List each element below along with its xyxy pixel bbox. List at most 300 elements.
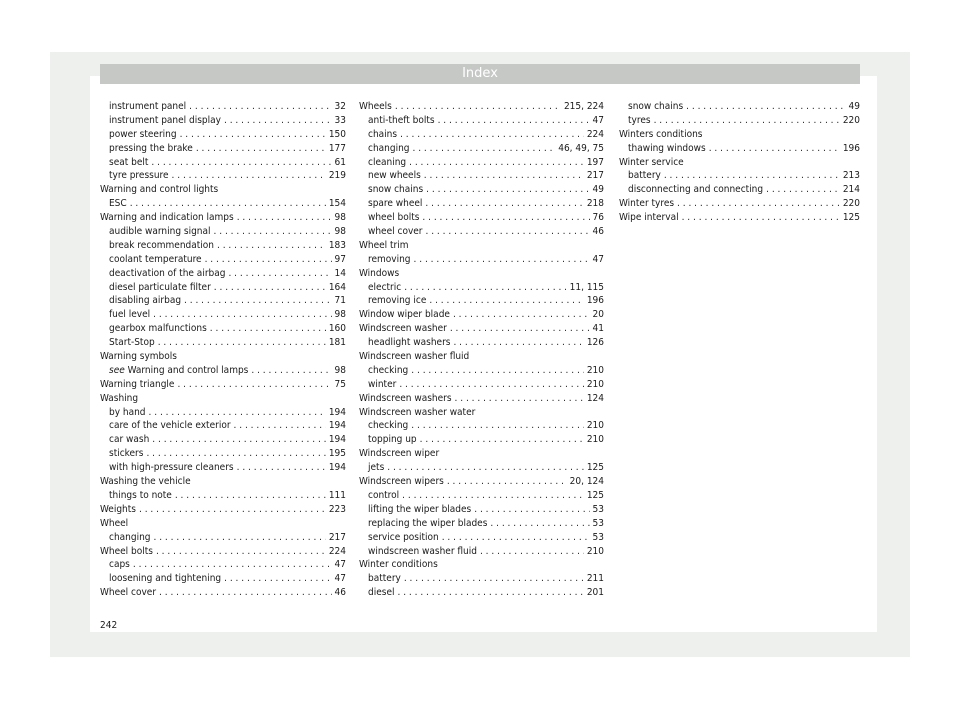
page-reference: 47 — [334, 573, 346, 585]
page-reference: 98 — [334, 364, 346, 376]
index-subentry — [359, 142, 604, 156]
index-subentry — [359, 156, 604, 170]
index-term: snow chains — [628, 101, 684, 112]
page-reference: 53 — [592, 531, 604, 543]
index-term: audible warning signal — [109, 226, 211, 238]
index-term: diesel — [368, 587, 395, 599]
index-subentry — [100, 225, 346, 239]
index-entry — [359, 308, 604, 322]
index-subentry — [359, 419, 604, 433]
index-entry — [359, 350, 604, 364]
index-subentry — [100, 114, 346, 128]
index-entry — [100, 211, 346, 225]
index-subentry — [359, 433, 604, 447]
index-term: removing ice — [368, 295, 427, 307]
page-reference: 211 — [586, 573, 604, 585]
index-column-2 — [359, 100, 604, 600]
dot-leader — [397, 586, 583, 600]
index-header-bar — [100, 64, 860, 84]
index-term: Washing — [100, 392, 139, 404]
index-subentry — [100, 572, 346, 586]
index-term: Warning and indication lamps — [100, 212, 234, 224]
index-term: headlight washers — [368, 337, 451, 349]
index-subentry — [100, 239, 346, 253]
index-term: topping up — [368, 434, 417, 446]
index-subentry — [359, 211, 604, 225]
dot-leader — [709, 142, 840, 156]
dot-leader — [139, 503, 326, 517]
page-reference: 197 — [586, 156, 604, 168]
index-term: spare wheel — [368, 198, 423, 210]
see-reference: see — [109, 364, 125, 376]
index-subentry — [100, 461, 346, 475]
index-subentry — [359, 169, 604, 183]
page-reference: 183 — [328, 239, 346, 251]
page-reference: 11, 115 — [569, 281, 604, 293]
index-term: Windscreen washers — [359, 392, 452, 404]
dot-leader — [224, 114, 332, 128]
index-term: disabling airbag — [109, 295, 182, 307]
index-term: power steering — [109, 128, 177, 140]
index-subentry — [619, 100, 860, 114]
dot-leader — [387, 461, 584, 475]
index-term: windscreen washer fluid — [368, 545, 477, 557]
index-subentry — [359, 197, 604, 211]
index-entry — [359, 406, 604, 420]
index-term: coolant temperature — [109, 253, 202, 265]
index-term: caps — [109, 559, 130, 571]
page-reference: 196 — [842, 142, 860, 154]
dot-leader — [422, 211, 589, 225]
index-term: diesel particulate filter — [109, 281, 211, 293]
page-reference: 177 — [328, 142, 346, 154]
dot-leader — [146, 447, 325, 461]
dot-leader — [159, 586, 332, 600]
dot-leader — [490, 517, 589, 531]
index-term: ESC — [109, 198, 127, 210]
page-reference: 97 — [334, 253, 346, 265]
index-term: Windscreen washer water — [359, 406, 476, 418]
page-reference: 217 — [328, 531, 346, 543]
page-number: 242 — [100, 620, 118, 631]
dot-leader — [196, 142, 326, 156]
index-term: Windscreen wipers — [359, 476, 444, 488]
dot-leader — [184, 294, 332, 308]
index-entry — [619, 128, 860, 142]
page-reference: 49 — [848, 101, 860, 112]
page-reference: 194 — [328, 434, 346, 446]
page-reference: 201 — [586, 587, 604, 599]
index-term: with high-pressure cleaners — [109, 462, 234, 474]
page-reference: 61 — [334, 156, 346, 168]
dot-leader — [210, 322, 326, 336]
page-reference: 181 — [328, 337, 346, 349]
index-entry — [100, 392, 346, 406]
index-term: disconnecting and connecting — [628, 184, 764, 196]
dot-leader — [156, 545, 326, 559]
dot-leader — [414, 253, 590, 267]
page-reference: 194 — [328, 420, 346, 432]
index-term — [109, 364, 248, 378]
dot-leader — [152, 433, 326, 447]
index-entry — [619, 197, 860, 211]
index-entry — [100, 350, 346, 364]
dot-leader — [130, 197, 326, 211]
page-reference: 220 — [842, 114, 860, 126]
dot-leader — [177, 378, 331, 392]
page-reference: 47 — [592, 114, 604, 126]
dot-leader — [682, 211, 840, 225]
index-subentry — [359, 461, 604, 475]
dot-leader — [237, 461, 326, 475]
index-subentry — [100, 447, 346, 461]
index-term: Wheel trim — [359, 239, 409, 251]
index-term: deactivation of the airbag — [109, 267, 226, 279]
dot-leader — [447, 475, 567, 489]
index-term: fuel level — [109, 309, 151, 321]
page-reference: 210 — [586, 364, 604, 376]
index-term: Windscreen washer fluid — [359, 351, 470, 363]
index-subentry — [100, 406, 346, 420]
dot-leader — [214, 281, 326, 295]
dot-leader — [413, 142, 556, 156]
dot-leader — [395, 100, 561, 114]
index-subentry — [100, 308, 346, 322]
index-term: by hand — [109, 406, 146, 418]
page-reference: 224 — [328, 545, 346, 557]
dot-leader — [686, 100, 845, 114]
index-term: new wheels — [368, 170, 421, 182]
index-term: snow chains — [368, 184, 424, 196]
index-subentry — [359, 586, 604, 600]
page-reference: 49 — [592, 184, 604, 196]
dot-leader — [180, 128, 326, 142]
index-term: Start-Stop — [109, 337, 155, 349]
index-entry — [359, 267, 604, 281]
index-subentry — [100, 128, 346, 142]
dot-leader — [402, 489, 584, 503]
index-entry — [100, 503, 346, 517]
index-subentry — [359, 183, 604, 197]
index-subentry — [100, 142, 346, 156]
index-subentry — [359, 378, 604, 392]
index-term: care of the vehicle exterior — [109, 420, 231, 432]
index-term: Windscreen washer — [359, 323, 447, 335]
dot-leader — [420, 433, 584, 447]
page-reference: 20 — [592, 309, 604, 321]
index-term: things to note — [109, 489, 172, 501]
dot-leader — [654, 114, 840, 128]
index-subentry — [359, 294, 604, 308]
dot-leader — [237, 211, 332, 225]
index-subentry — [359, 336, 604, 350]
page-reference: 160 — [328, 323, 346, 335]
index-subentry — [100, 294, 346, 308]
index-term: stickers — [109, 448, 144, 460]
index-entry — [359, 475, 604, 489]
index-term: Windscreen wiper — [359, 448, 440, 460]
page-reference: 219 — [328, 170, 346, 182]
index-term: winter — [368, 378, 397, 390]
index-term: battery — [628, 170, 661, 182]
dot-leader — [224, 572, 331, 586]
index-term: removing — [368, 253, 411, 265]
index-subentry — [100, 336, 346, 350]
index-subentry — [619, 183, 860, 197]
index-subentry — [619, 142, 860, 156]
dot-leader — [438, 114, 590, 128]
index-term: Winter service — [619, 156, 684, 168]
page-reference: 41 — [592, 323, 604, 335]
index-term: Wheel cover — [100, 587, 157, 599]
page-reference: 71 — [334, 295, 346, 307]
page-reference: 14 — [334, 267, 346, 279]
page-reference: 20, 124 — [569, 476, 604, 488]
page-reference: 76 — [592, 212, 604, 224]
index-subentry — [100, 169, 346, 183]
index-term: seat belt — [109, 156, 149, 168]
index-term: break recommendation — [109, 239, 214, 251]
index-entry — [619, 156, 860, 170]
index-term: Windows — [359, 267, 400, 279]
index-term: tyres — [628, 114, 651, 126]
index-subentry — [359, 114, 604, 128]
page-reference: 194 — [328, 406, 346, 418]
page-reference: 210 — [586, 378, 604, 390]
page-reference: 210 — [586, 545, 604, 557]
page-reference: 46 — [592, 226, 604, 238]
page-reference: 32 — [334, 101, 346, 112]
page-reference: 220 — [842, 198, 860, 210]
page-reference: 194 — [328, 462, 346, 474]
dot-leader — [151, 156, 331, 170]
page-reference: 210 — [586, 420, 604, 432]
dot-leader — [425, 197, 583, 211]
dot-leader — [677, 197, 840, 211]
dot-leader — [228, 267, 331, 281]
dot-leader — [411, 364, 584, 378]
page-reference: 75 — [334, 378, 346, 390]
index-subentry — [100, 267, 346, 281]
page-reference: 214 — [842, 184, 860, 196]
index-entry — [100, 517, 346, 531]
dot-leader — [426, 183, 589, 197]
index-column-3 — [619, 100, 860, 225]
index-term: instrument panel — [109, 101, 187, 112]
dot-leader — [158, 336, 326, 350]
index-subentry — [100, 253, 346, 267]
page-reference: 213 — [842, 170, 860, 182]
index-term: tyre pressure — [109, 170, 169, 182]
index-entry — [359, 447, 604, 461]
dot-leader — [133, 558, 332, 572]
index-subentry — [359, 572, 604, 586]
index-term: Wheel bolts — [100, 545, 153, 557]
page-reference: 53 — [592, 517, 604, 529]
index-subentry — [359, 545, 604, 559]
index-term: wheel cover — [368, 226, 423, 238]
index-term: cleaning — [368, 156, 407, 168]
index-term: battery — [368, 573, 401, 585]
dot-leader — [404, 281, 566, 295]
dot-leader — [175, 489, 326, 503]
page-reference: 164 — [328, 281, 346, 293]
page-reference: 98 — [334, 309, 346, 321]
index-term: chains — [368, 128, 398, 140]
index-term: service position — [368, 531, 439, 543]
dot-leader — [450, 322, 590, 336]
index-term: gearbox malfunctions — [109, 323, 207, 335]
dot-leader — [442, 531, 590, 545]
index-subentry — [359, 517, 604, 531]
index-entry — [100, 475, 346, 489]
page-reference: 224 — [586, 128, 604, 140]
dot-leader — [214, 225, 332, 239]
dot-leader — [234, 419, 326, 433]
index-term: pressing the brake — [109, 142, 193, 154]
page-reference: 46 — [334, 587, 346, 599]
index-subentry — [100, 156, 346, 170]
index-subentry — [100, 100, 346, 114]
index-term: Wipe interval — [619, 212, 679, 224]
index-subentry — [100, 558, 346, 572]
dot-leader — [411, 419, 584, 433]
page-reference: 53 — [592, 503, 604, 515]
index-subentry — [100, 489, 346, 503]
dot-leader — [189, 100, 331, 114]
index-term: checking — [368, 364, 409, 376]
index-term: control — [368, 489, 400, 501]
index-entry — [359, 392, 604, 406]
page-reference: 46, 49, 75 — [558, 142, 604, 154]
index-entry — [359, 100, 604, 114]
dot-leader — [480, 545, 584, 559]
index-subentry — [100, 364, 346, 378]
dot-leader — [474, 503, 589, 517]
dot-leader — [154, 531, 326, 545]
index-subentry — [100, 197, 346, 211]
index-term: Washing the vehicle — [100, 476, 191, 488]
see-target: Warning and control lamps — [124, 364, 249, 376]
page-reference: 126 — [586, 337, 604, 349]
index-term: car wash — [109, 434, 150, 446]
index-term: changing — [368, 142, 410, 154]
index-term: changing — [109, 531, 151, 543]
index-term: thawing windows — [628, 142, 706, 154]
index-term: jets — [368, 462, 385, 474]
page-reference: 218 — [586, 198, 604, 210]
index-term: Warning and control lights — [100, 184, 219, 196]
page-reference: 98 — [334, 226, 346, 238]
page-reference: 195 — [328, 448, 346, 460]
dot-leader — [205, 253, 332, 267]
index-term: electric — [368, 281, 402, 293]
index-term: checking — [368, 420, 409, 432]
dot-leader — [400, 128, 584, 142]
index-term: Window wiper blade — [359, 309, 450, 321]
index-subentry — [619, 114, 860, 128]
page-reference: 125 — [842, 212, 860, 224]
index-subentry — [100, 322, 346, 336]
index-entry — [359, 558, 604, 572]
page-reference: 196 — [586, 295, 604, 307]
page-reference: 210 — [586, 434, 604, 446]
index-entry — [100, 545, 346, 559]
index-entry — [359, 322, 604, 336]
index-subentry — [100, 419, 346, 433]
page-reference: 154 — [328, 198, 346, 210]
dot-leader — [664, 169, 840, 183]
index-term: Winter conditions — [359, 559, 438, 571]
index-subentry — [359, 531, 604, 545]
index-subentry — [359, 489, 604, 503]
index-subentry — [359, 225, 604, 239]
index-entry — [100, 586, 346, 600]
index-term: Warning symbols — [100, 351, 177, 363]
index-entry — [359, 239, 604, 253]
dot-leader — [153, 308, 331, 322]
page-reference: 223 — [328, 503, 346, 515]
dot-leader — [453, 336, 583, 350]
index-subentry — [359, 364, 604, 378]
index-term: anti-theft bolts — [368, 114, 435, 126]
dot-leader — [149, 406, 326, 420]
page-title: Index — [462, 66, 498, 81]
dot-leader — [404, 572, 584, 586]
page-reference: 47 — [592, 253, 604, 265]
index-subentry — [359, 253, 604, 267]
dot-leader — [251, 364, 331, 378]
page-reference: 33 — [334, 114, 346, 126]
dot-leader — [217, 239, 326, 253]
index-term: Winter tyres — [619, 198, 675, 210]
page-reference: 125 — [586, 489, 604, 501]
index-term: Winters conditions — [619, 128, 703, 140]
page-reference: 217 — [586, 170, 604, 182]
index-entry — [100, 378, 346, 392]
dot-leader — [453, 308, 590, 322]
page-reference: 150 — [328, 128, 346, 140]
index-subentry — [359, 128, 604, 142]
index-term: Wheels — [359, 101, 392, 112]
index-subentry — [359, 281, 604, 295]
dot-leader — [172, 169, 326, 183]
dot-leader — [409, 156, 584, 170]
dot-leader — [426, 225, 590, 239]
dot-leader — [424, 169, 584, 183]
index-term: replacing the wiper blades — [368, 517, 488, 529]
dot-leader — [399, 378, 584, 392]
page-reference: 124 — [586, 392, 604, 404]
dot-leader — [429, 294, 583, 308]
page-reference: 111 — [328, 489, 346, 501]
index-column-1 — [100, 100, 346, 600]
page-reference: 215, 224 — [563, 101, 604, 112]
dot-leader — [455, 392, 584, 406]
index-subentry — [100, 531, 346, 545]
index-term: Warning triangle — [100, 378, 175, 390]
page-reference: 47 — [334, 559, 346, 571]
index-term: wheel bolts — [368, 212, 420, 224]
index-subentry — [619, 169, 860, 183]
index-entry — [100, 183, 346, 197]
index-term: instrument panel display — [109, 114, 221, 126]
index-subentry — [100, 281, 346, 295]
index-subentry — [100, 433, 346, 447]
index-term: Wheel — [100, 517, 129, 529]
dot-leader — [766, 183, 840, 197]
index-term: lifting the wiper blades — [368, 503, 472, 515]
